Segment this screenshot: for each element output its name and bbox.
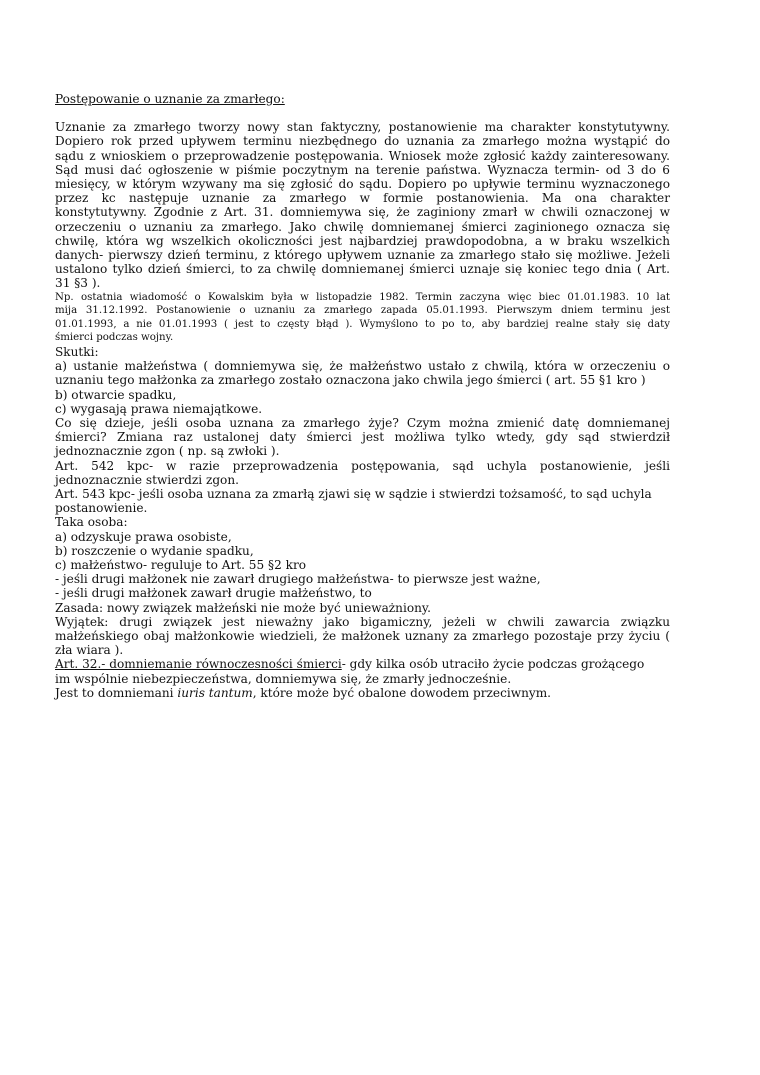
text-line <box>55 686 670 700</box>
text-line: orzeczeniu o uznaniu za zmarłego. Jako chwilę domniemanej śmierci zaginionego oznacza się <box>55 219 670 234</box>
example-line: śmierci podczas wojny. <box>55 332 174 344</box>
text-line: im wspólnie niebezpieczeństwa, domniemywa się, że zmarły jednocześnie. <box>55 671 512 686</box>
text-line: postanowienie. <box>55 501 148 516</box>
text-line: - jeśli drugi małżonek zawarł drugie małżeństwo, to <box>55 586 372 601</box>
example-note <box>55 291 670 345</box>
last-line-italic: iuris tantum <box>177 685 253 700</box>
text-line: zła wiara ). <box>55 643 124 658</box>
text-line: jednoznacznie stwierdzi zgon. <box>55 472 239 487</box>
art32-heading: Art. 32.- domniemanie równoczesności śmierci <box>55 657 342 672</box>
paragraph-art32 <box>55 657 670 700</box>
document-title: Postępowanie o uznanie za zmarłego: <box>55 92 285 106</box>
text-line <box>55 657 670 671</box>
text-line: c) małżeństwo- reguluje to Art. 55 §2 kro <box>55 558 307 573</box>
text-line: Taka osoba: <box>55 515 128 530</box>
text-line: Art. 542 kpc- w razie przeprowadzenia postępowania, sąd uchyla postanowienie, jeśli <box>55 458 670 473</box>
text-line: jednoznacznie zgon ( np. są zwłoki ). <box>55 444 280 459</box>
example-line: mija 31.12.1992. Postanowienie o uznaniu za zmarłego zapada 05.01.1993. Pierwszym dniem terminu jest <box>55 305 670 317</box>
text-line: konstytutywny. Zgodnie z Art. 31. domniemywa się, że zaginiony zmarł w chwili oznaczonej w <box>55 205 670 220</box>
text-line: Zasada: nowy związek małżeński nie może być unieważniony. <box>55 600 431 615</box>
text-line: ustalono tylko dzień śmierci, to za chwilę domniemanej śmierci uznaje się koniec tego dnia ( Art. <box>55 262 670 277</box>
text-line: małżeńskiego obaj małżonkowie wiedzieli, że małżonek uznany za zmarłego pozostaje przy życiu ( <box>55 629 670 644</box>
paragraph-effects <box>55 345 670 657</box>
text-line: 31 §3 ). <box>55 276 101 291</box>
last-line-pre: Jest to domniemani <box>55 685 178 700</box>
text-line: b) roszczenie o wydanie spadku, <box>55 543 254 558</box>
example-line: Np. ostatnia wiadomość o Kowalskim była w listopadzie 1982. Termin zaczyna więc biec 01.01.1983. 10 lat <box>55 291 670 303</box>
text-line: a) odzyskuje prawa osobiste, <box>55 529 232 544</box>
art32-rest: - gdy kilka osób utraciło życie podczas grożącego <box>341 657 645 672</box>
text-line: danych- pierwszy dzień terminu, z którego upływem uznanie za zmarłego stało się możliwe. Jeżeli <box>55 248 670 263</box>
text-line: Art. 543 kpc- jeśli osoba uznana za zmarłą zjawi się w sądzie i stwierdzi tożsamość, to sąd uchyla <box>55 487 652 502</box>
text-line: Wyjątek: drugi związek jest nieważny jako bigamiczny, jeżeli w chwili zawarcia związku <box>55 614 670 629</box>
text-line: Co się dzieje, jeśli osoba uznana za zmarłego żyje? Czym można zmienić datę domniemanej <box>55 416 670 431</box>
last-line-post: , które może być obalone dowodem przeciwnym. <box>252 685 552 700</box>
example-line: 01.01.1993, a nie 01.01.1993 ( jest to częsty błąd ). Wymyślono to po to, aby bardziej realne stały się daty <box>55 318 670 330</box>
text-line: b) otwarcie spadku, <box>55 387 177 402</box>
text-line: Sąd musi dać ogłoszenie w piśmie poczytnym na terenie państwa. Wyznacza termin- od 3 do 6 <box>55 162 670 177</box>
text-line: Uznanie za zmarłego tworzy nowy stan faktyczny, postanowienie ma charakter konstytutywny. <box>55 120 670 135</box>
text-line: przez kc następuje uznanie za zmarłego w formie postanowienia. Ma ona charakter <box>55 191 670 206</box>
text-line: Dopiero rok przed upływem terminu niezbędnego do uznania za zmarłego można wystąpić do <box>55 134 670 149</box>
text-line: uznaniu tego małżonka za zmarłego zostało oznaczona jako chwila jego śmierci ( art. 55 §1 kro ) <box>55 373 646 388</box>
text-line: c) wygasają prawa niemajątkowe. <box>55 401 263 416</box>
text-line: chwilę, która wg wszelkich okoliczności jest najbardziej prawdopodobna, a w braku wszelkich <box>55 233 670 248</box>
text-line: a) ustanie małżeństwa ( domniemywa się, że małżeństwo ustało z chwilą, która w orzeczeniu o <box>55 359 670 374</box>
text-line: śmierci? Zmiana raz ustalonej daty śmierci jest możliwa tylko wtedy, gdy sąd stwierdził <box>55 430 670 445</box>
text-line: miesięcy, w którym wzywany ma się zgłosić do sądu. Dopiero po upływie terminu wyznaczonego <box>55 177 670 192</box>
text-line: Skutki: <box>55 345 99 360</box>
text-line: sądu z wnioskiem o przeprowadzenie postępowania. Wniosek może zgłosić każdy zainteresowany. <box>55 148 670 163</box>
paragraph-intro <box>55 120 670 290</box>
document-page <box>55 92 670 700</box>
text-line: - jeśli drugi małżonek nie zawarł drugiego małżeństwa- to pierwsze jest ważne, <box>55 572 541 587</box>
